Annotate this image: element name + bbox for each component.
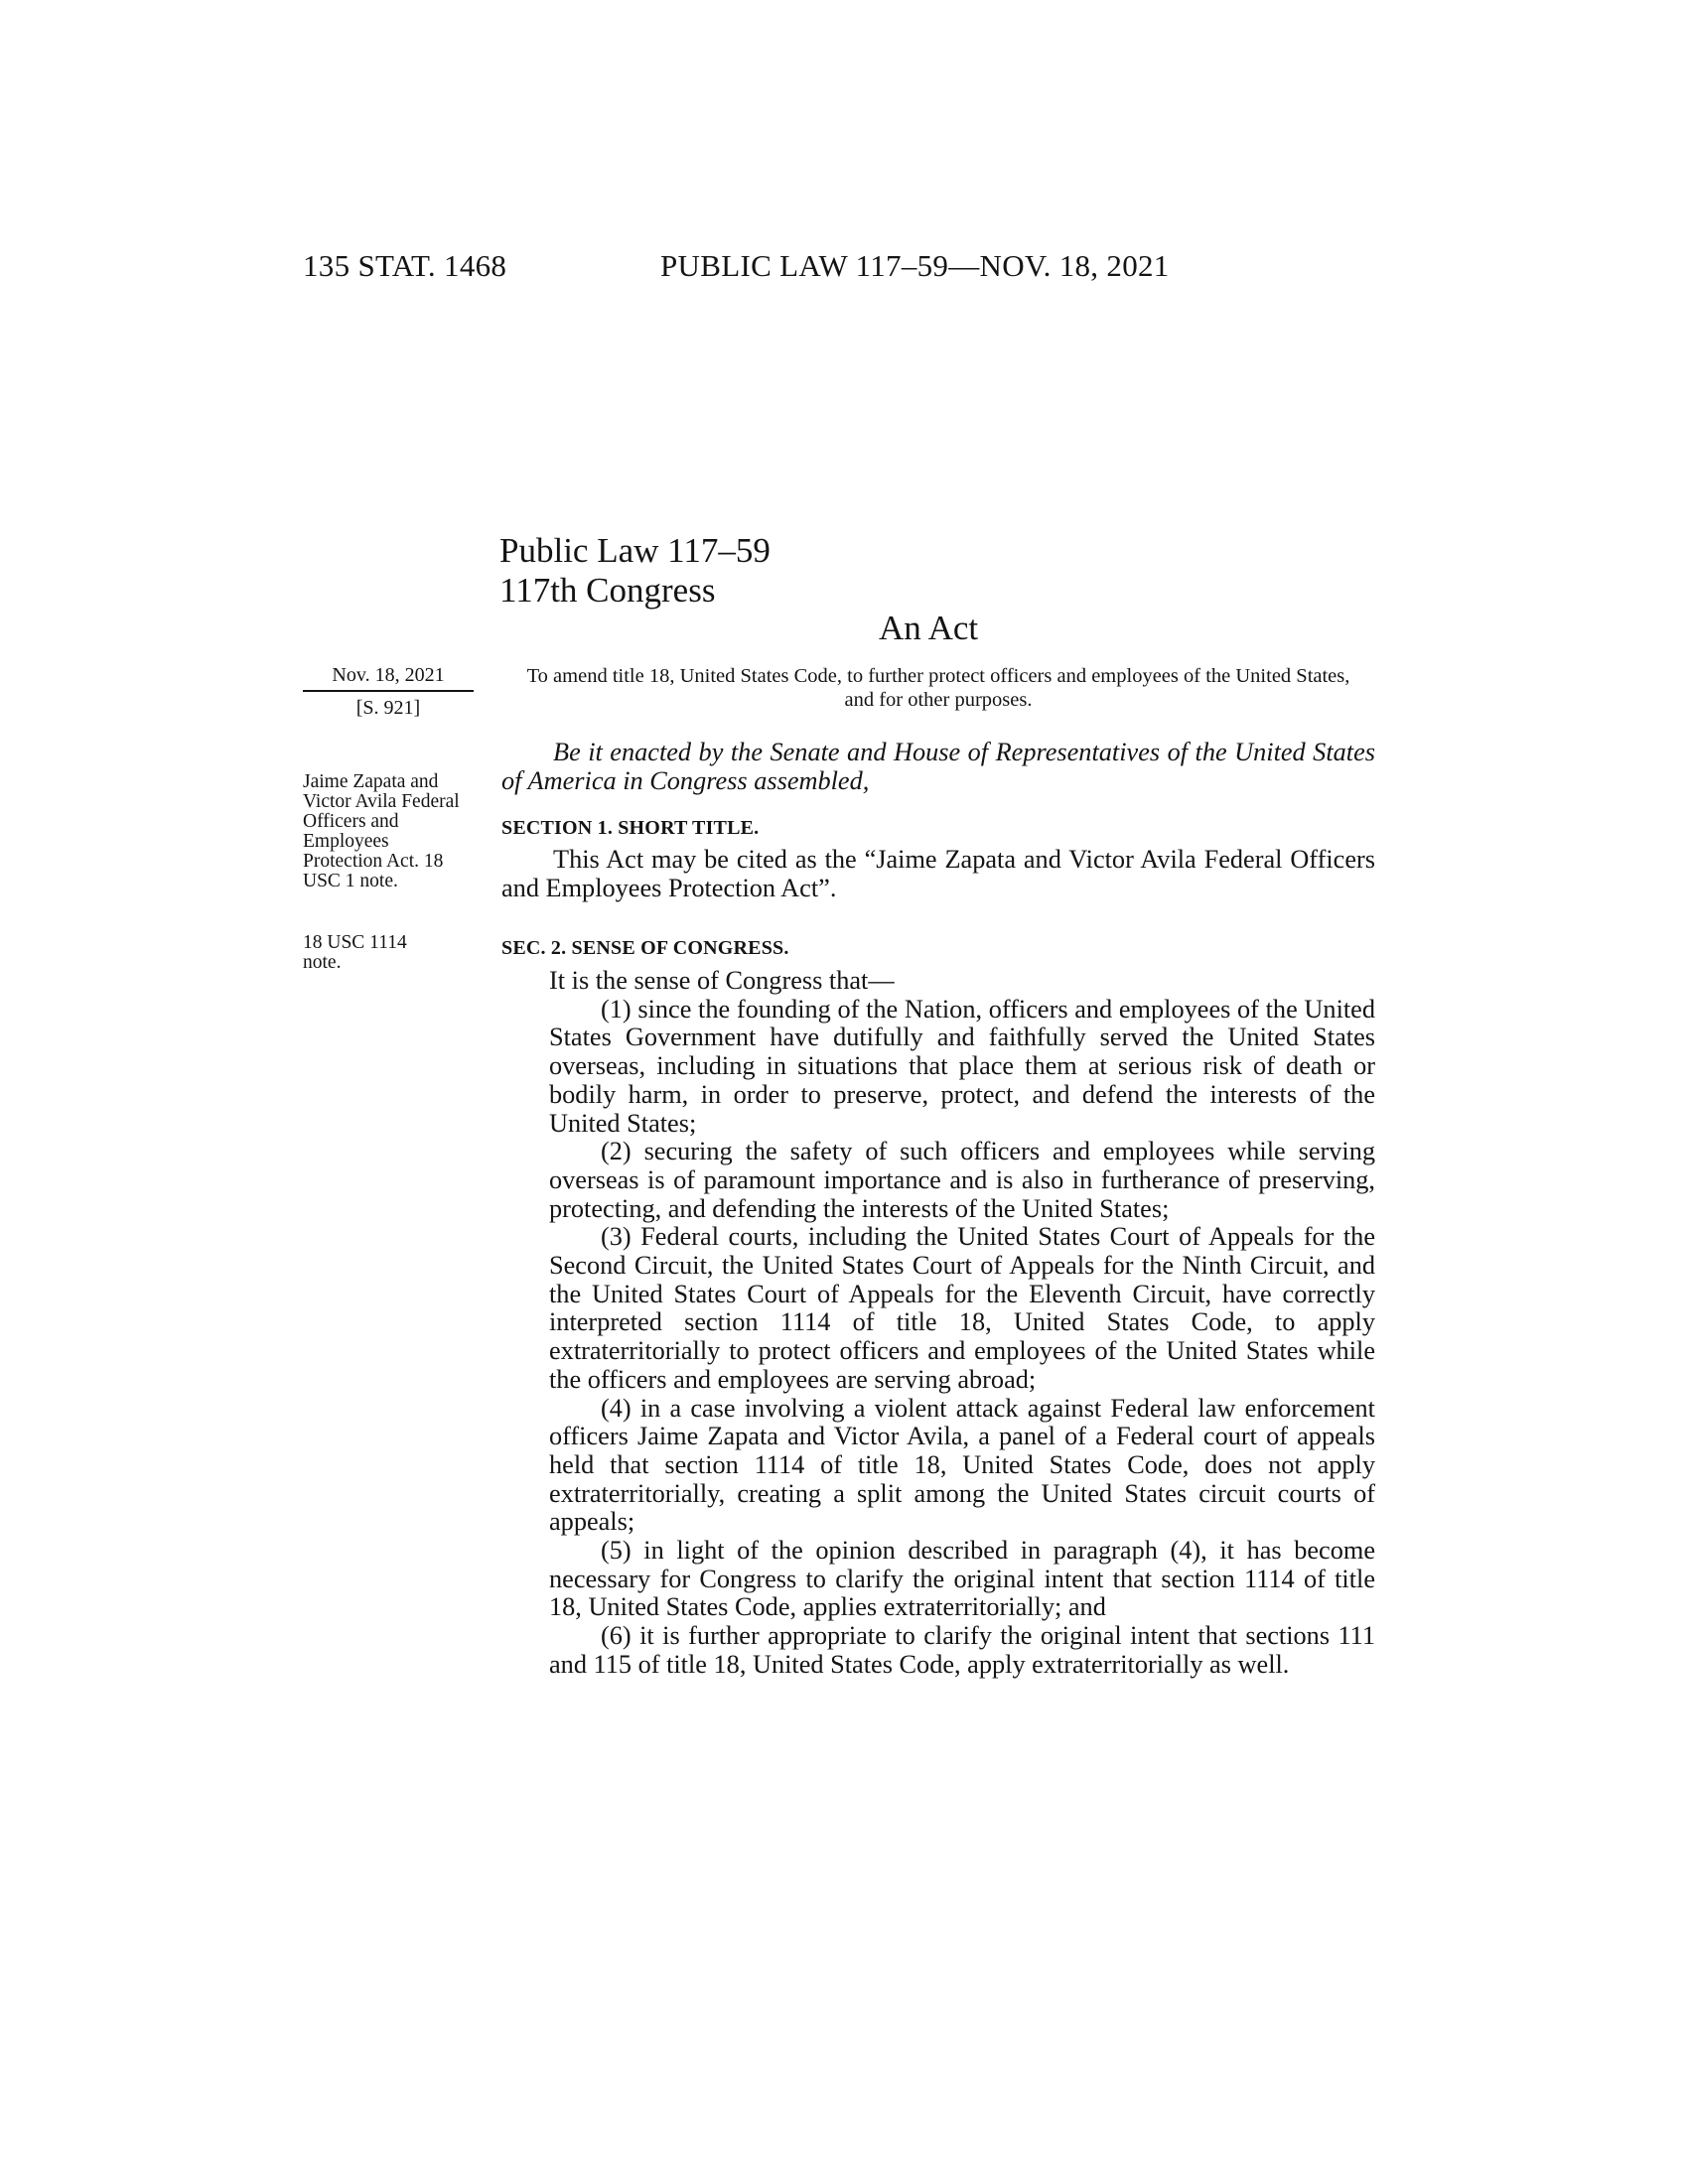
act-purpose: To amend title 18, United States Code, to further protect officers and employees of the United States, and for other purposes. [526,665,1350,711]
enactment-date-box [303,663,474,720]
section-1-heading: SECTION 1. SHORT TITLE. [501,817,760,839]
section-2-intro: It is the sense of Congress that— [549,966,895,995]
law-number-title: Public Law 117–59 [499,531,771,570]
page-stat-citation: 135 STAT. 1468 [303,248,507,283]
date-divider [303,690,474,692]
paragraph-5: (5) in light of the opinion described in paragraph (4), it has become necessary for Congress to clarify the original intent that section 1114 of title 18, United States Code, applies extraterritorially; and [549,1536,1375,1622]
bill-number: [S. 921] [355,696,421,719]
running-header: PUBLIC LAW 117–59—NOV. 18, 2021 [660,248,1170,283]
paragraph-4: (4) in a case involving a violent attack against Federal law enforcement officers Jaime Zapata and Victor Avila, a panel of a Federal court of appeals held that section 1114 of title 18, United States Code, does not apply extraterritorially, creating a split among the United States circuit courts of appeals; [549,1393,1375,1537]
paragraph-6: (6) it is further appropriate to clarify the original intent that sections 111 and 115 of title 18, United States Code, apply extraterritorially as well. [549,1621,1375,1679]
paragraph-2: (2) securing the safety of such officers and employees while serving overseas is of paramount importance and is also in furtherance of preserving, protecting, and defending the interests of the United States; [549,1137,1375,1223]
section-2-heading: SEC. 2. SENSE OF CONGRESS. [501,937,789,959]
enacting-clause: Be it enacted by the Senate and House of Representatives of the United States of America in Congress assembled, [501,738,1375,795]
act-title: An Act [879,609,979,647]
section-1-text: This Act may be cited as the “Jaime Zapata and Victor Avila Federal Officers and Employees Protection Act”. [501,845,1375,902]
congress-title: 117th Congress [499,571,716,610]
margin-note-short-title: Jaime Zapata and Victor Avila Federal Officers and Employees Protection Act. 18 USC 1 note. [303,771,460,891]
paragraph-3: (3) Federal courts, including the United States Court of Appeals for the Second Circuit, the United States Court of Appeals for the Ninth Circuit, and the United States Court of Appeals for the Eleventh Circuit, have correctly interpreted section 1114 of title 18, United States Code, to apply extraterritorially to protect officers and employees of the United States while the officers and employees are serving abroad; [549,1222,1375,1394]
margin-note-sec2: 18 USC 1114 note. [303,932,407,973]
section-2-body [501,967,1375,1680]
enactment-date: Nov. 18, 2021 [332,664,445,686]
paragraph-1: (1) since the founding of the Nation, officers and employees of the United States Government have dutifully and faithfully served the United States overseas, including in situations that place them at serious risk of death or bodily harm, in order to preserve, protect, and defend the interests of the United States; [549,994,1375,1138]
